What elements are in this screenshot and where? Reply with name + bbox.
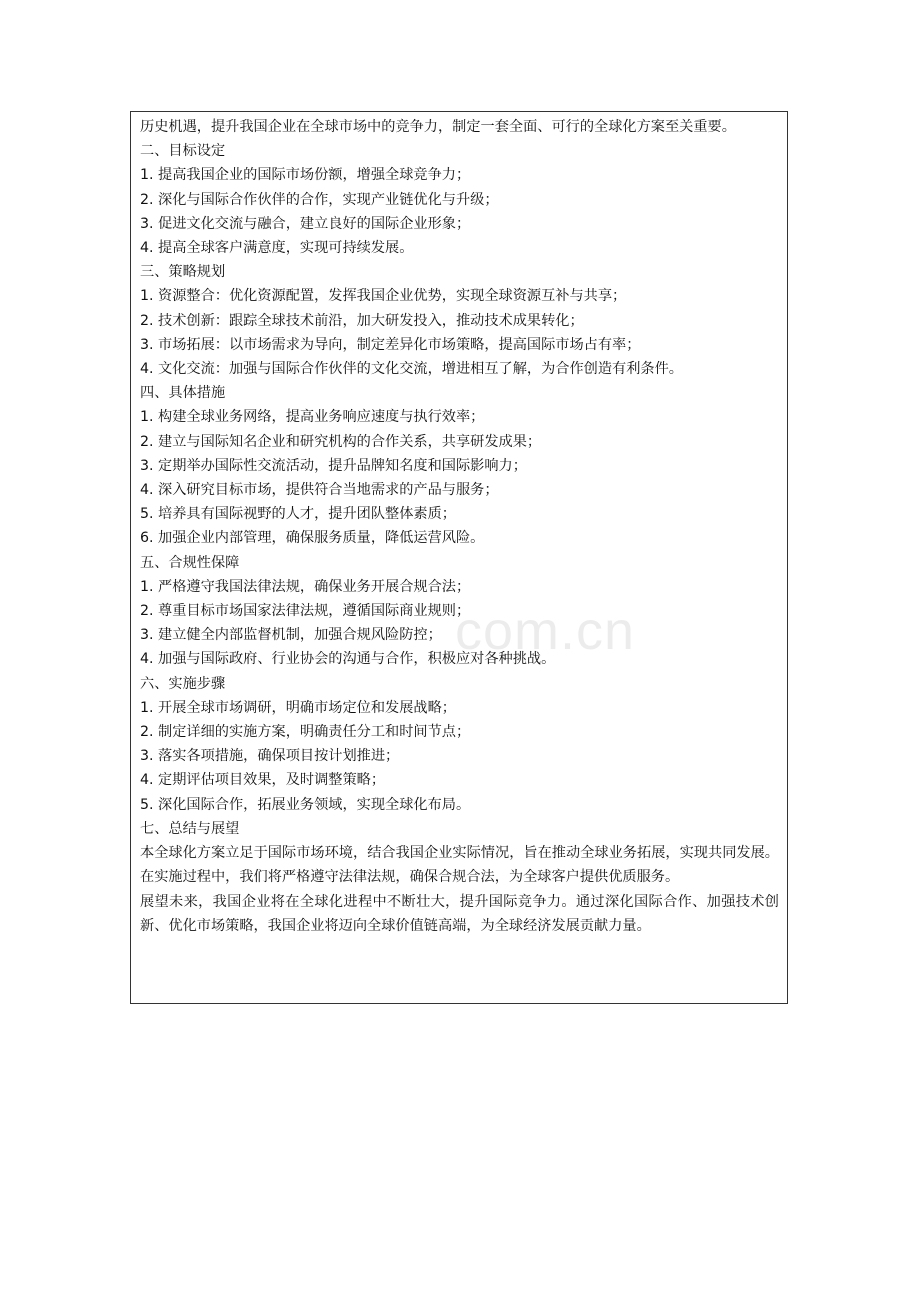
list-item: 3. 促进文化交流与融合，建立良好的国际企业形象； <box>140 215 471 232</box>
list-item: 5. 深化国际合作，拓展业务领域，实现全球化布局。 <box>140 796 471 813</box>
list-item: 2. 制定详细的实施方案，明确责任分工和时间节点； <box>140 724 471 741</box>
section-heading-measures: 四、具体措施 <box>140 385 226 402</box>
document-frame <box>130 111 788 1004</box>
section-heading-compliance: 五、合规性保障 <box>140 554 240 571</box>
list-item: 5. 培养具有国际视野的人才，提升团队整体素质； <box>140 506 456 523</box>
list-item: 1. 构建全球业务网络，提高业务响应速度与执行效率； <box>140 409 485 426</box>
list-item: 3. 落实各项措施，确保项目按计划推进； <box>140 748 400 765</box>
section-heading-steps: 六、实施步骤 <box>140 675 226 692</box>
list-item: 1. 资源整合：优化资源配置，发挥我国企业优势，实现全球资源互补与共享； <box>140 288 627 305</box>
intro-paragraph: 历史机遇，提升我国企业在全球市场中的竞争力，制定一套全面、可行的全球化方案至关重要。 <box>140 119 736 135</box>
list-item: 2. 建立与国际知名企业和研究机构的合作关系，共享研发成果； <box>140 433 542 450</box>
section-heading-conclusion: 七、总结与展望 <box>140 820 240 837</box>
list-item: 1. 开展全球市场调研，明确市场定位和发展战略； <box>140 699 456 716</box>
list-item: 4. 文化交流：加强与国际合作伙伴的文化交流，增进相互了解，为合作创造有利条件。 <box>140 361 683 378</box>
list-item: 2. 尊重目标市场国家法律法规，遵循国际商业规则； <box>140 603 471 620</box>
list-item: 3. 市场拓展：以市场需求为导向，制定差异化市场策略，提高国际市场占有率； <box>140 336 641 353</box>
list-item: 4. 提高全球客户满意度，实现可持续发展。 <box>140 240 414 257</box>
list-item: 4. 深入研究目标市场，提供符合当地需求的产品与服务； <box>140 482 499 499</box>
list-item: 2. 技术创新：跟踪全球技术前沿，加大研发投入，推动技术成果转化； <box>140 312 584 329</box>
list-item: 2. 深化与国际合作伙伴的合作，实现产业链优化与升级； <box>140 191 499 208</box>
outlook-paragraph: 展望未来，我国企业将在全球化进程中不断壮大，提升国际竞争力。通过深化国际合作、加强技术创新、优化市场策略，我国企业将迈向全球价值链高端，为全球经济发展贡献力量。 <box>140 893 779 934</box>
list-item: 3. 定期举办国际性交流活动，提升品牌知名度和国际影响力； <box>140 457 527 474</box>
section-heading-goals: 二、目标设定 <box>140 143 226 160</box>
conclusion-paragraph: 本全球化方案立足于国际市场环境，结合我国企业实际情况，旨在推动全球业务拓展，实现共同发展。在实施过程中，我们将严格遵守法律法规，确保合规合法，为全球客户提供优质服务。 <box>140 845 779 886</box>
list-item: 4. 定期评估项目效果，及时调整策略； <box>140 772 386 789</box>
list-item: 4. 加强与国际政府、行业协会的沟通与合作，积极应对各种挑战。 <box>140 651 556 668</box>
section-heading-strategy: 三、策略规划 <box>140 264 226 281</box>
list-item: 1. 提高我国企业的国际市场份额，增强全球竞争力； <box>140 167 471 184</box>
watermark-text: com.cn <box>455 601 636 661</box>
list-item: 6. 加强企业内部管理，确保服务质量，降低运营风险。 <box>140 530 485 547</box>
list-item: 3. 建立健全内部监督机制，加强合规风险防控； <box>140 627 442 644</box>
list-item: 1. 严格遵守我国法律法规，确保业务开展合规合法； <box>140 578 471 595</box>
